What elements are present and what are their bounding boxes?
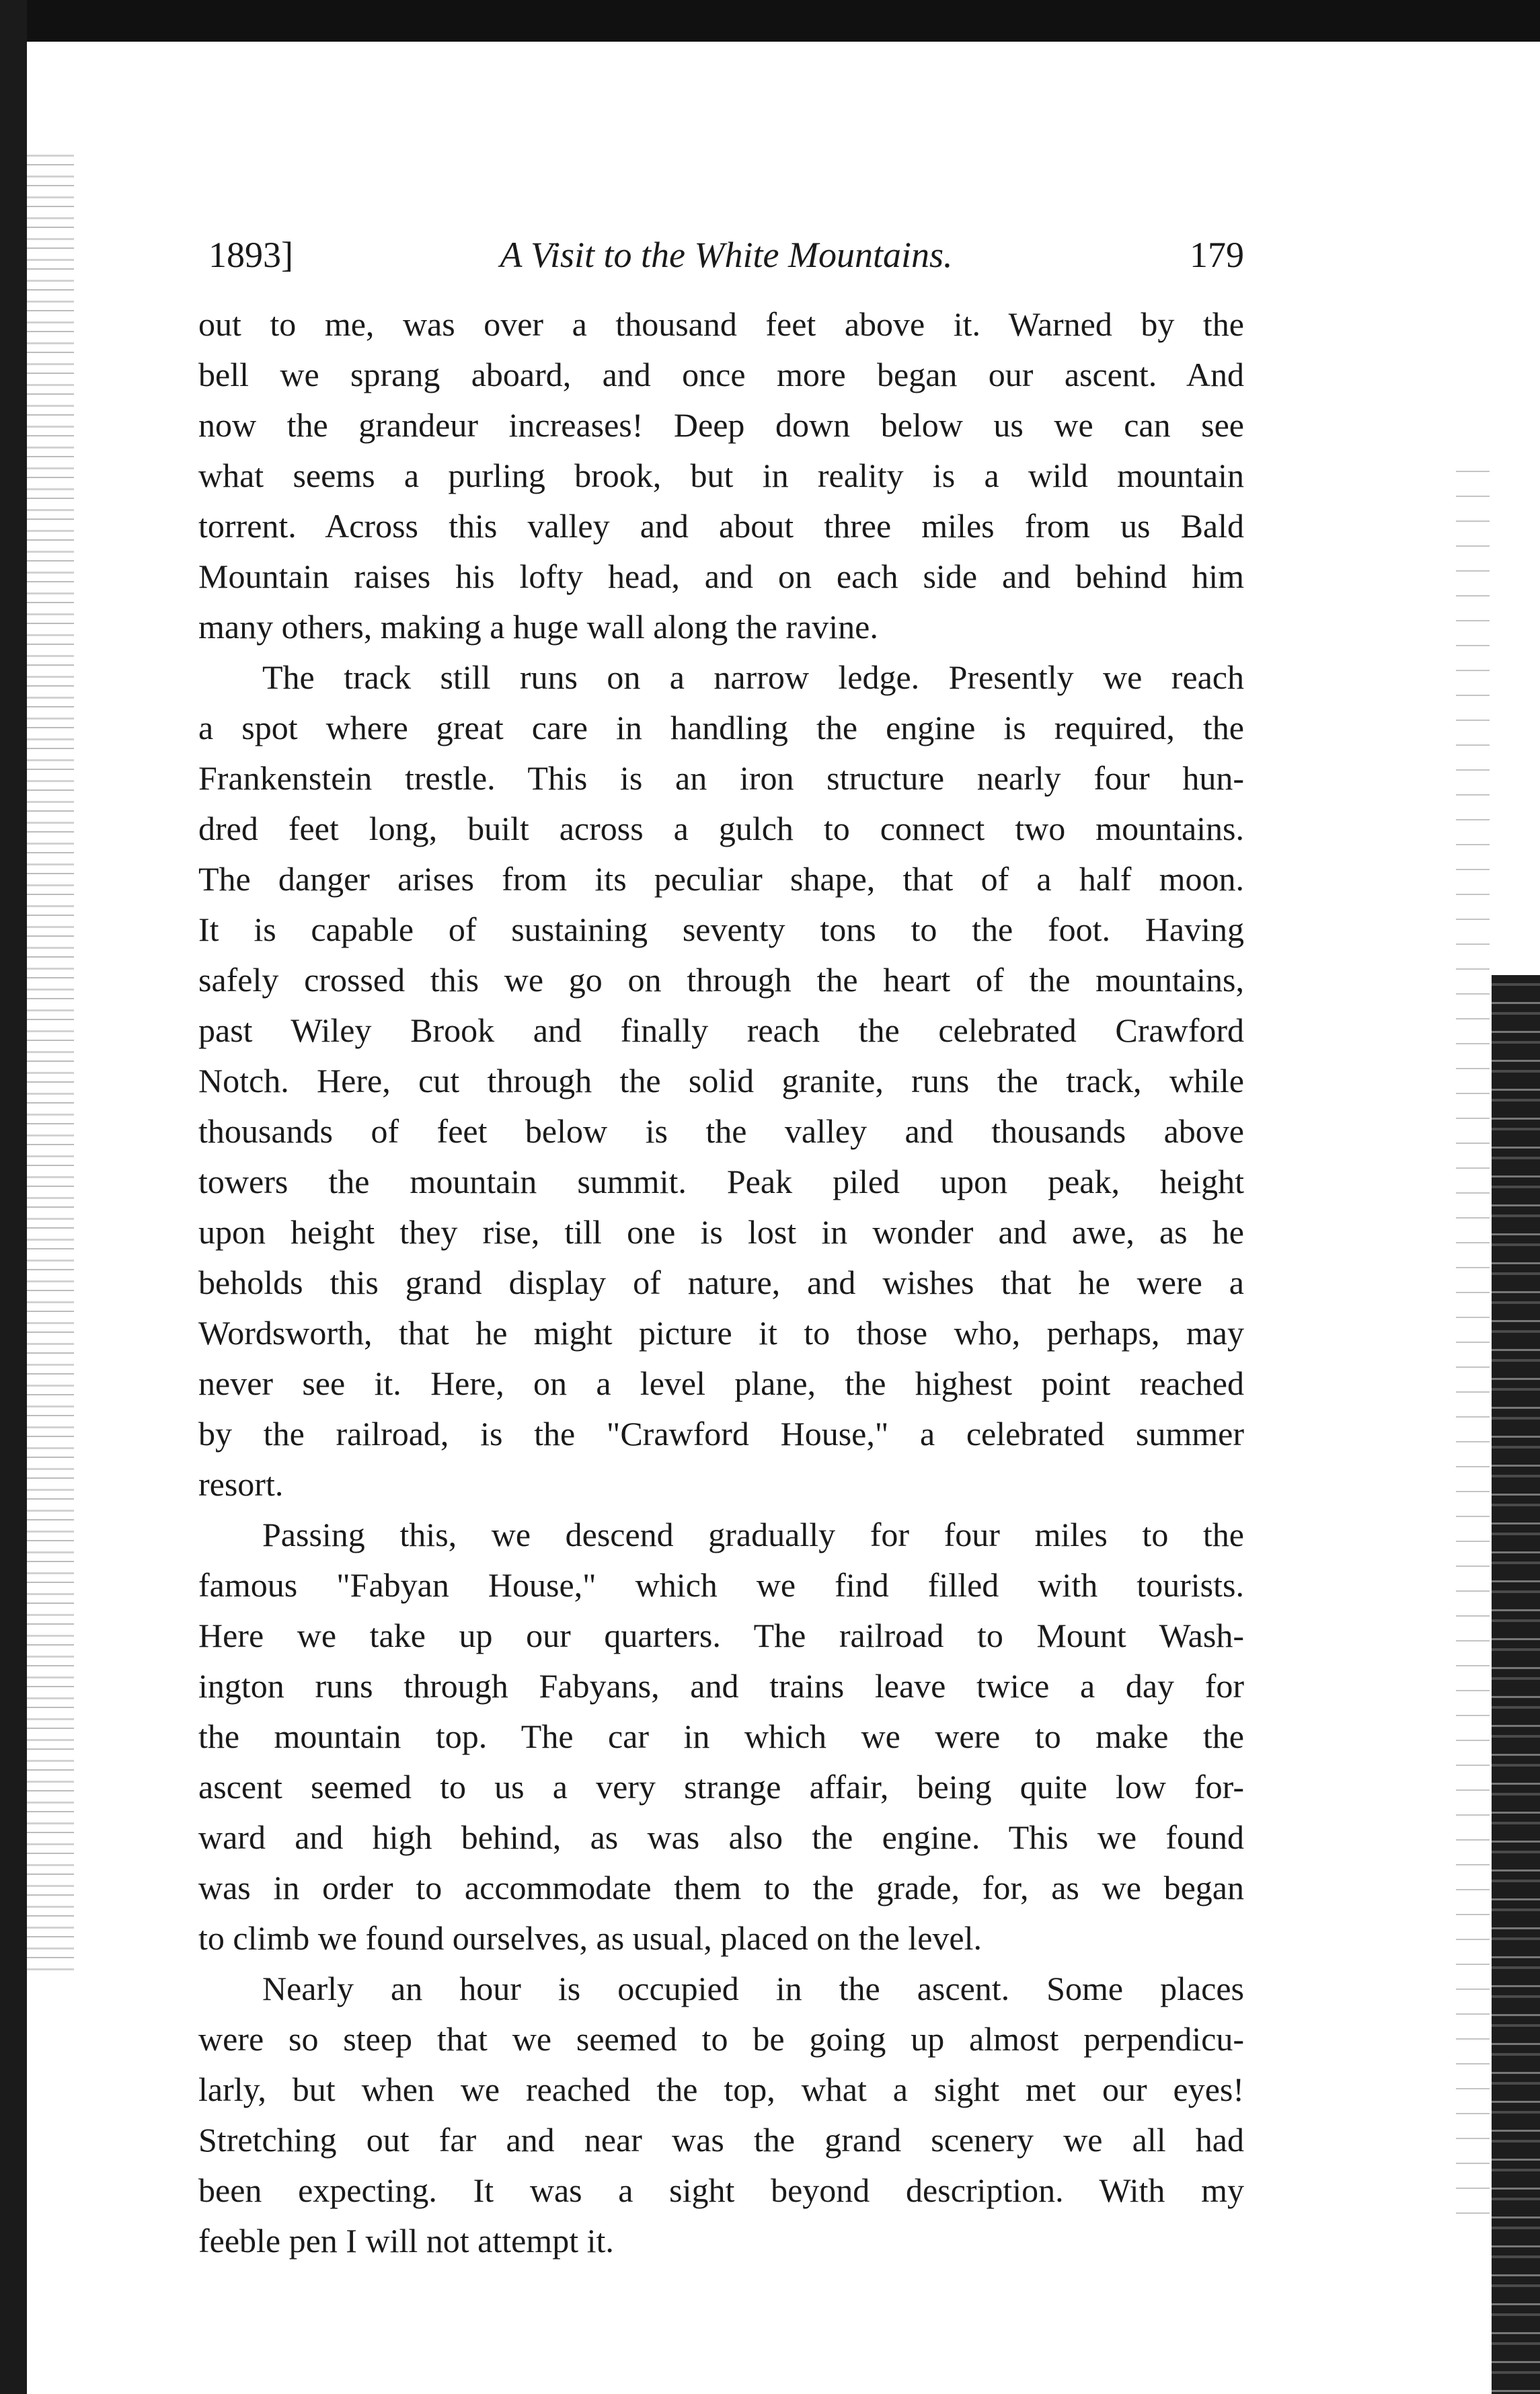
text-line: Stretching out far and near was the grand scenery we all had bbox=[198, 2121, 1244, 2159]
text-line: upon height they rise, till one is lost in wonder and awe, as he bbox=[198, 1213, 1244, 1251]
text-line: larly, but when we reached the top, what a sight met our eyes! bbox=[198, 2071, 1244, 2108]
text-line: bell we sprang aboard, and once more began our ascent. And bbox=[198, 356, 1244, 393]
text-line: dred feet long, built across a gulch to connect two mountains. bbox=[198, 810, 1244, 847]
text-line: torrent. Across this valley and about three miles from us Bald bbox=[198, 507, 1244, 545]
text-line: past Wiley Brook and finally reach the celebrated Crawford bbox=[198, 1011, 1244, 1049]
text-line: now the grandeur increases! Deep down below us we can see bbox=[198, 406, 1244, 444]
paragraph bbox=[198, 652, 1244, 1510]
text-line: Here we take up our quarters. The railroad to Mount Wash- bbox=[198, 1617, 1244, 1654]
paragraph bbox=[198, 1510, 1244, 1964]
text-line: feeble pen I will not attempt it. bbox=[198, 2222, 614, 2260]
text-line: a spot where great care in handling the engine is required, the bbox=[198, 709, 1244, 746]
text-line: It is capable of sustaining seventy tons to the foot. Having bbox=[198, 911, 1244, 948]
header-year: 1893] bbox=[208, 235, 293, 275]
text-line: been expecting. It was a sight beyond description. With my bbox=[198, 2171, 1244, 2209]
text-line: The track still runs on a narrow ledge. Presently we reach bbox=[262, 658, 1244, 696]
text-line: many others, making a huge wall along the ravine. bbox=[198, 608, 878, 646]
text-line: what seems a purling brook, but in reality is a wild mountain bbox=[198, 457, 1244, 494]
text-line: by the railroad, is the "Crawford House," a celebrated summer bbox=[198, 1415, 1244, 1453]
scan-right-speckle bbox=[1456, 471, 1490, 2219]
text-line: never see it. Here, on a level plane, the highest point reached bbox=[198, 1364, 1244, 1402]
text-line: ington runs through Fabyans, and trains leave twice a day for bbox=[198, 1667, 1244, 1705]
text-line: Nearly an hour is occupied in the ascent. Some places bbox=[262, 1970, 1244, 2007]
text-line: out to me, was over a thousand feet above it. Warned by the bbox=[198, 305, 1244, 343]
body-text bbox=[198, 299, 1244, 2266]
text-line: beholds this grand display of nature, and wishes that he were a bbox=[198, 1264, 1244, 1301]
page-number: 179 bbox=[1190, 235, 1244, 275]
paragraph bbox=[198, 1964, 1244, 2266]
text-line: safely crossed this we go on through the heart of the mountains, bbox=[198, 961, 1244, 999]
text-line: Notch. Here, cut through the solid granite, runs the track, while bbox=[198, 1062, 1244, 1099]
header-title: A Visit to the White Mountains. bbox=[500, 235, 953, 275]
scan-left-speckle bbox=[27, 155, 74, 1970]
text-line: was in order to accommodate them to the grade, for, as we began bbox=[198, 1869, 1244, 1906]
text-line: thousands of feet below is the valley and thousands above bbox=[198, 1112, 1244, 1150]
text-line: The danger arises from its peculiar shape, that of a half moon. bbox=[198, 860, 1244, 898]
text-line: famous "Fabyan House," which we find filled with tourists. bbox=[198, 1566, 1244, 1604]
running-header bbox=[208, 234, 1244, 288]
scan-left-edge bbox=[0, 0, 27, 2394]
text-line: resort. bbox=[198, 1465, 284, 1503]
text-line: ascent seemed to us a very strange affair, being quite low for- bbox=[198, 1768, 1244, 1806]
text-line: to climb we found ourselves, as usual, placed on the level. bbox=[198, 1919, 982, 1957]
text-line: the mountain top. The car in which we were to make the bbox=[198, 1717, 1244, 1755]
text-line: were so steep that we seemed to be going up almost perpendicu- bbox=[198, 2020, 1244, 2058]
text-line: Frankenstein trestle. This is an iron structure nearly four hun- bbox=[198, 759, 1244, 797]
paragraph bbox=[198, 299, 1244, 652]
scan-right-edge bbox=[1492, 975, 1540, 2394]
text-line: Mountain raises his lofty head, and on each side and behind him bbox=[198, 557, 1244, 595]
text-line: ward and high behind, as was also the engine. This we found bbox=[198, 1818, 1244, 1856]
text-line: towers the mountain summit. Peak piled upon peak, height bbox=[198, 1163, 1244, 1200]
text-line: Wordsworth, that he might picture it to those who, perhaps, may bbox=[198, 1314, 1244, 1352]
scan-top-edge bbox=[0, 0, 1540, 42]
text-line: Passing this, we descend gradually for four miles to the bbox=[262, 1516, 1244, 1553]
